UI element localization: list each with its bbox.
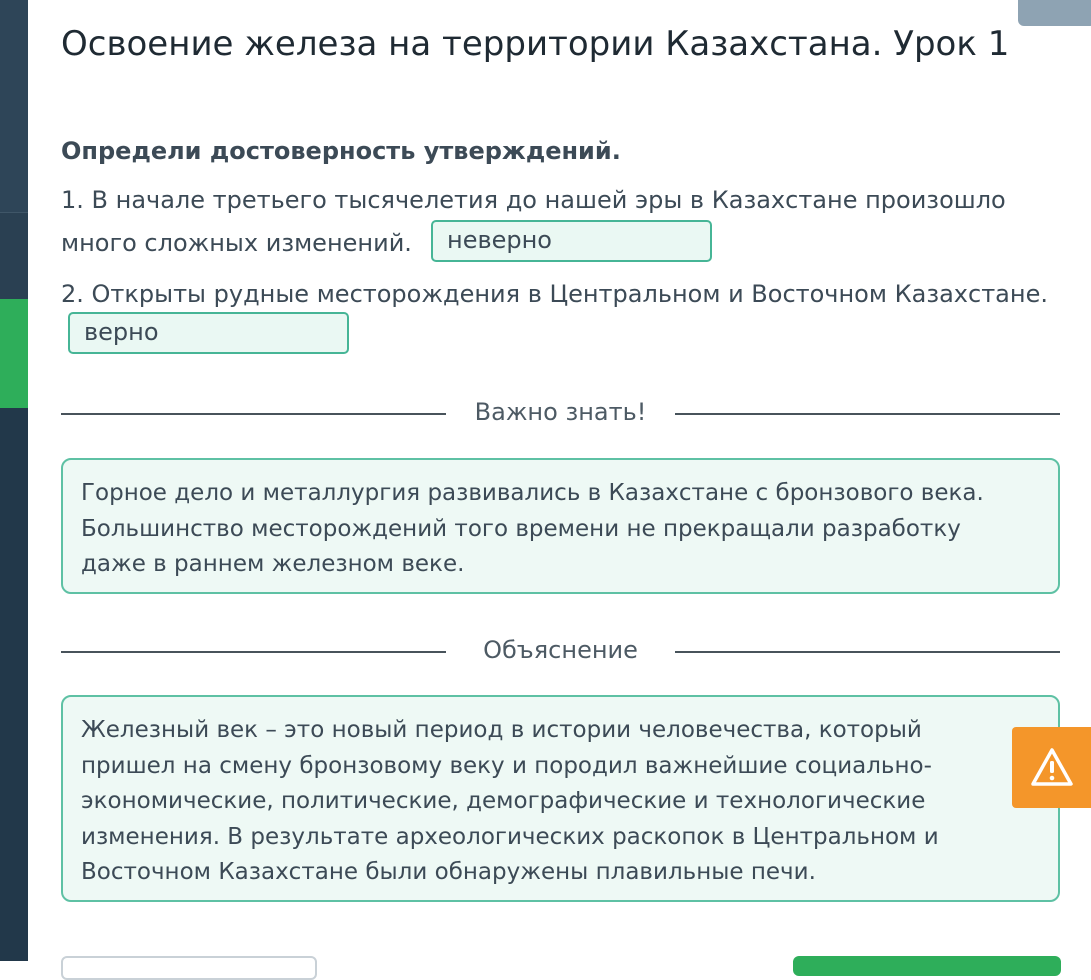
statement-2: 2. Открыты рудные месторождения в Центральном и Восточном Казахстане. (61, 280, 1048, 308)
explanation-text-line: Восточном Казахстане были обнаружены плавильные печи. (81, 859, 816, 885)
explanation-text-line: Железный век – это новый период в истории человечества, который (81, 717, 922, 743)
divider-rule (61, 651, 446, 653)
important-text-line: Горное дело и металлургия развивались в Казахстане с бронзового века. (81, 480, 984, 506)
important-divider (61, 398, 1060, 428)
answer-field-2[interactable]: верно (68, 312, 349, 354)
important-text-line: Большинство месторождений того времени не прекращали разработку (81, 515, 961, 542)
sidebar-section[interactable] (0, 213, 28, 299)
back-button[interactable] (61, 956, 317, 980)
explanation-box (61, 695, 1060, 902)
report-problem-button[interactable] (1012, 727, 1091, 808)
next-button[interactable] (793, 956, 1061, 976)
task-heading: Определи достоверность утверждений. (61, 137, 621, 165)
important-label: Важно знать! (474, 398, 647, 426)
warning-icon (1030, 747, 1074, 787)
divider-rule (61, 413, 446, 415)
important-box (61, 458, 1060, 594)
page-title: Освоение железа на территории Казахстана. Урок 1 (61, 24, 1010, 64)
explanation-label: Объяснение (483, 636, 638, 664)
answer-field-1[interactable]: неверно (431, 220, 712, 262)
sidebar-section[interactable] (0, 0, 28, 213)
explanation-text-line: экономические, политические, демографические и технологические (81, 788, 926, 814)
divider-rule (675, 651, 1060, 653)
statement-1-line-2: много сложных изменений. (61, 229, 412, 257)
explanation-text-line: пришел на смену бронзовому веку и породил важнейшие социально- (81, 752, 932, 779)
statement-1-line-1: 1. В начале третьего тысячелетия до нашей эры в Казахстане произошло (61, 186, 1006, 214)
important-text-line: даже в раннем железном веке. (81, 551, 465, 577)
left-sidebar (0, 0, 28, 961)
divider-rule (675, 413, 1060, 415)
explanation-divider (61, 636, 1060, 666)
sidebar-active-section[interactable] (0, 299, 28, 408)
expand-button[interactable] (1018, 0, 1091, 26)
explanation-text-line: изменения. В результате археологических раскопок в Центральном и (81, 823, 939, 850)
